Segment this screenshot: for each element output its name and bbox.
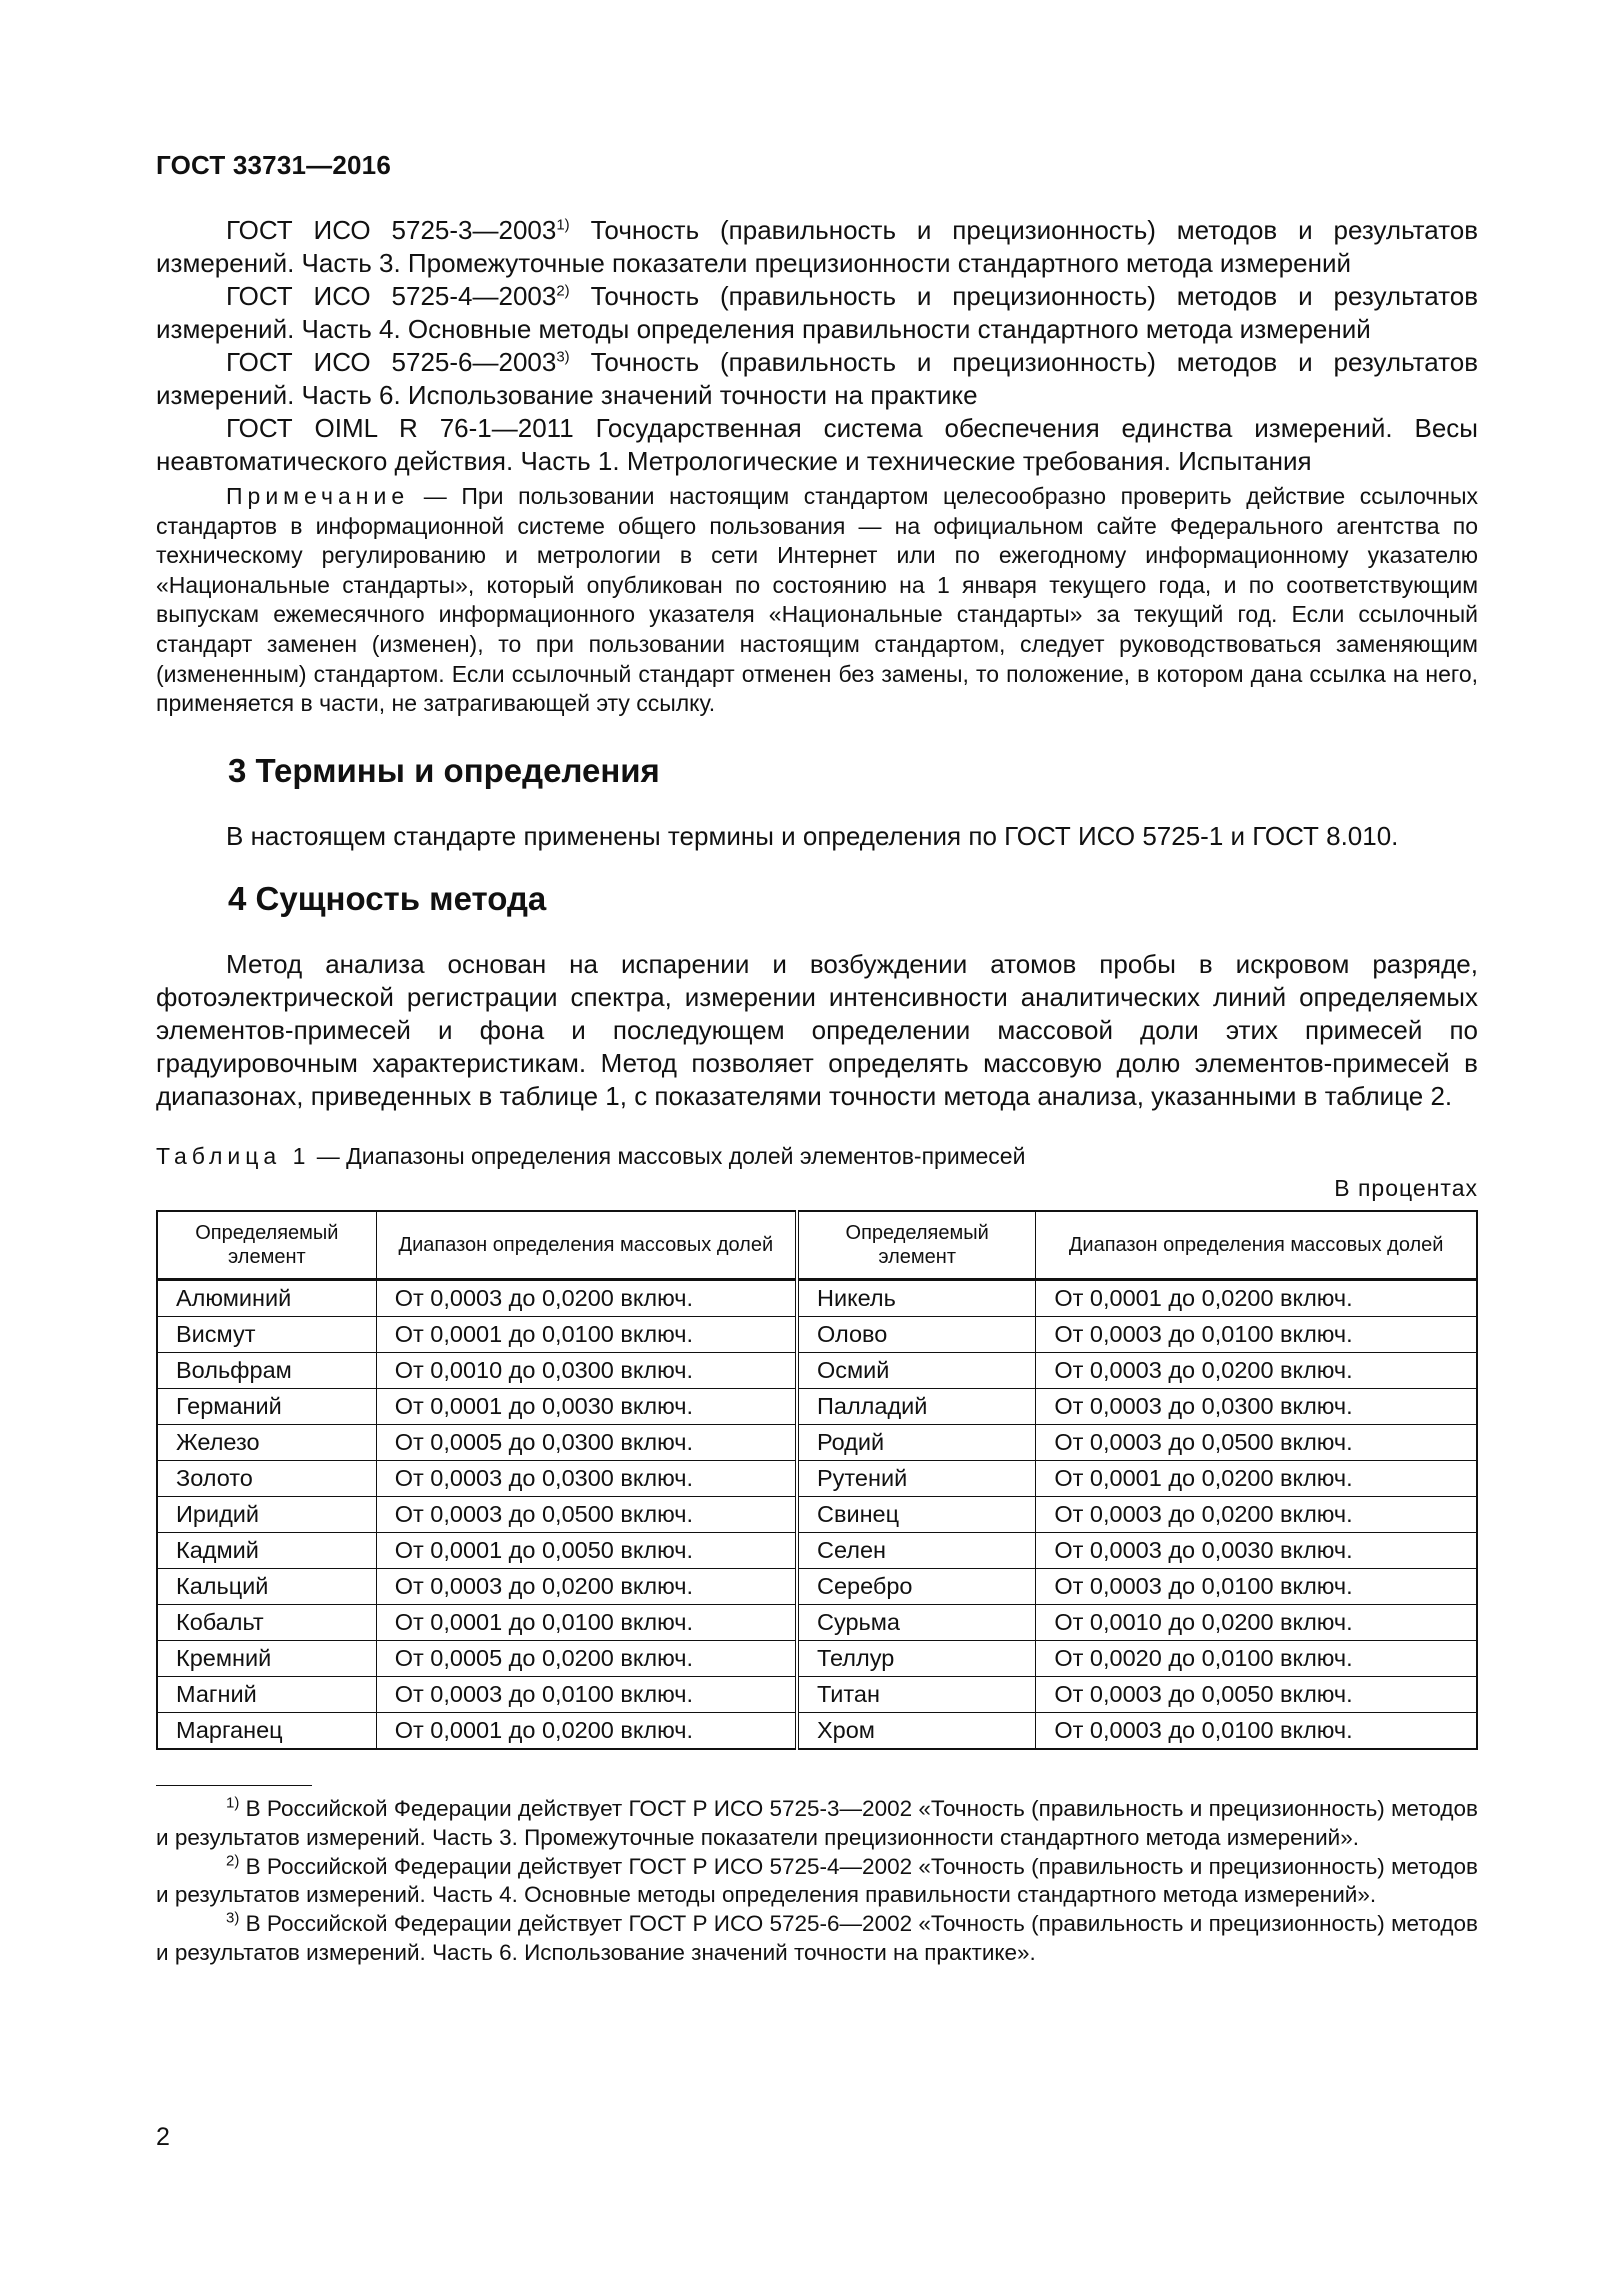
cell-element: Свинец <box>797 1497 1036 1533</box>
cell-element: Родий <box>797 1425 1036 1461</box>
table-row <box>157 1425 1477 1461</box>
cell-range: От 0,0020 до 0,0100 включ. <box>1036 1641 1477 1677</box>
table-row <box>157 1677 1477 1713</box>
table-1-unit: В процентах <box>1334 1175 1478 1201</box>
cell-element: Титан <box>797 1677 1036 1713</box>
cell-range: От 0,0003 до 0,0100 включ. <box>376 1677 797 1713</box>
cell-range: От 0,0003 до 0,0200 включ. <box>376 1280 797 1317</box>
cell-element: Серебро <box>797 1569 1036 1605</box>
section-3-text: В настоящем стандарте применены термины и определения по ГОСТ ИСО 5725-1 и ГОСТ 8.010. <box>226 821 1399 851</box>
cell-range: От 0,0001 до 0,0050 включ. <box>376 1533 797 1569</box>
cell-element: Висмут <box>157 1317 376 1353</box>
cell-range: От 0,0001 до 0,0030 включ. <box>376 1389 797 1425</box>
cell-range: От 0,0003 до 0,0200 включ. <box>1036 1497 1477 1533</box>
note-text: — При пользовании настоящим стандартом целесообразно проверить действие ссылочных стандартов в информационной системе общего пользования — на официальном сайте Федерального агентства по техническому регулированию и метрологии в сети Интернет или по ежегодному информационному указателю «Национальные стандарты», который опубликован по состоянию на 1 января текущего года, и по соответствующим выпускам ежемесячного информационного указателя «Национальные стандарты» за текущий год. Если ссылочный стандарт заменен (изменен), то при пользовании настоящим стандартом, следует руководствоваться заменяющим (измененным) стандартом. Если ссылочный стандарт отменен без замены, то положение, в котором дана ссылка на него, применяется в части, не затрагивающей эту ссылку. <box>156 483 1478 717</box>
normative-references <box>156 214 1478 478</box>
footnote-text: В Российской Федерации действует ГОСТ Р ИСО 5725-6—2002 «Точность (правильность и прецизионность) методов и результатов измерений. Часть 6. Использование значений точности на практике». <box>156 1911 1478 1965</box>
table-row <box>157 1533 1477 1569</box>
table-row <box>157 1280 1477 1317</box>
cell-element: Кобальт <box>157 1605 376 1641</box>
cell-element: Хром <box>797 1713 1036 1750</box>
footnote-mark: 2) <box>226 1852 240 1870</box>
reference-code: ГОСТ ИСО 5725-3—2003 <box>226 215 557 245</box>
cell-range: От 0,0003 до 0,0030 включ. <box>1036 1533 1477 1569</box>
cell-element: Магний <box>157 1677 376 1713</box>
cell-range: От 0,0010 до 0,0300 включ. <box>376 1353 797 1389</box>
note-label: Примечание <box>226 483 410 509</box>
reference-item <box>156 346 1478 412</box>
table-row <box>157 1713 1477 1750</box>
reference-item <box>156 214 1478 280</box>
table-row <box>157 1461 1477 1497</box>
cell-element: Сурьма <box>797 1605 1036 1641</box>
cell-range: От 0,0010 до 0,0200 включ. <box>1036 1605 1477 1641</box>
table-row <box>157 1353 1477 1389</box>
cell-element: Золото <box>157 1461 376 1497</box>
table-row <box>157 1605 1477 1641</box>
column-header-range: Диапазон определения массовых долей <box>376 1211 797 1280</box>
reference-item <box>156 412 1478 478</box>
cell-element: Осмий <box>797 1353 1036 1389</box>
reference-code: ГОСТ ИСО 5725-4—2003 <box>226 281 557 311</box>
footnote-item <box>156 1795 1478 1853</box>
reference-text: Точность (правильность и прецизионность) методов и результатов измерений. Часть 6. Использование значений точности на практике <box>156 347 1479 410</box>
cell-element: Кремний <box>157 1641 376 1677</box>
table-body <box>157 1280 1477 1750</box>
table-1-caption <box>156 1143 1025 1170</box>
document-header: ГОСТ 33731—2016 <box>156 150 391 180</box>
cell-range: От 0,0003 до 0,0300 включ. <box>376 1461 797 1497</box>
table-1-caption-text: — Диапазоны определения массовых долей элементов-примесей <box>310 1143 1026 1169</box>
table-row <box>157 1389 1477 1425</box>
table-header-row <box>157 1211 1477 1280</box>
cell-range: От 0,0003 до 0,0300 включ. <box>1036 1389 1477 1425</box>
reference-code: ГОСТ OIML R 76-1—2011 <box>226 413 574 443</box>
cell-range: От 0,0001 до 0,0200 включ. <box>1036 1461 1477 1497</box>
reference-text: Точность (правильность и прецизионность) методов и результатов измерений. Часть 3. Промежуточные показатели прецизионности стандартного метода измерений <box>156 215 1479 278</box>
column-header-range: Диапазон определения массовых долей <box>1036 1211 1477 1280</box>
cell-range: От 0,0001 до 0,0200 включ. <box>376 1713 797 1750</box>
footnote-text: В Российской Федерации действует ГОСТ Р ИСО 5725-3—2002 «Точность (правильность и прецизионность) методов и результатов измерений. Часть 3. Промежуточные показатели прецизионности стандартного метода измерений». <box>156 1796 1478 1850</box>
cell-element: Теллур <box>797 1641 1036 1677</box>
cell-range: От 0,0003 до 0,0500 включ. <box>376 1497 797 1533</box>
table-row <box>157 1317 1477 1353</box>
column-header-element: Определяемый элемент <box>157 1211 376 1280</box>
cell-element: Палладий <box>797 1389 1036 1425</box>
cell-element: Никель <box>797 1280 1036 1317</box>
cell-element: Германий <box>157 1389 376 1425</box>
cell-element: Алюминий <box>157 1280 376 1317</box>
footnote-text: В Российской Федерации действует ГОСТ Р ИСО 5725-4—2002 «Точность (правильность и прецизионность) методов и результатов измерений. Часть 4. Основные методы определения правильности стандартного метода измерений». <box>156 1853 1478 1908</box>
table-row <box>157 1497 1477 1533</box>
footnote-divider <box>156 1785 312 1786</box>
reference-text: Точность (правильность и прецизионность) методов и результатов измерений. Часть 4. Основные методы определения правильности стандартного метода измерений <box>156 281 1479 344</box>
reference-text: Государственная система обеспечения единства измерений. Весы неавтоматического действия. Часть 1. Метрологические и технические требования. Испытания <box>156 413 1478 476</box>
cell-range: От 0,0001 до 0,0200 включ. <box>1036 1280 1477 1317</box>
cell-element: Иридий <box>157 1497 376 1533</box>
cell-element: Селен <box>797 1533 1036 1569</box>
table-1-caption-label: Таблица 1 <box>156 1143 311 1169</box>
section-4-text: Метод анализа основан на испарении и возбуждении атомов пробы в искровом разряде, фотоэлектрической регистрации спектра, измерении интенсивности аналитических линий определяемых элементов-примесей и фона и последующем определении массовой доли этих примесей по градуировочным характеристикам. Метод позволяет определять массовую долю элементов-примесей в диапазонах, приведенных в таблице 1, с показателями точности метода анализа, указанными в таблице 2. <box>156 949 1478 1111</box>
cell-element: Рутений <box>797 1461 1036 1497</box>
reference-code: ГОСТ ИСО 5725-6—2003 <box>226 347 557 377</box>
cell-element: Вольфрам <box>157 1353 376 1389</box>
table-1 <box>156 1210 1478 1750</box>
table-row <box>157 1641 1477 1677</box>
cell-element: Кадмий <box>157 1533 376 1569</box>
cell-range: От 0,0001 до 0,0100 включ. <box>376 1605 797 1641</box>
footnote-mark: 3) <box>226 1909 240 1927</box>
table-row <box>157 1569 1477 1605</box>
footnote-mark: 3) <box>556 348 570 366</box>
note-block <box>156 482 1478 719</box>
column-header-element: Определяемый элемент <box>797 1211 1036 1280</box>
cell-element: Марганец <box>157 1713 376 1750</box>
cell-range: От 0,0003 до 0,0100 включ. <box>1036 1569 1477 1605</box>
cell-range: От 0,0003 до 0,0100 включ. <box>1036 1713 1477 1750</box>
section-3-title: 3 Термины и определения <box>228 752 660 789</box>
footnote-mark: 1) <box>226 1794 240 1812</box>
cell-range: От 0,0003 до 0,0200 включ. <box>376 1569 797 1605</box>
cell-element: Железо <box>157 1425 376 1461</box>
cell-range: От 0,0005 до 0,0200 включ. <box>376 1641 797 1677</box>
cell-element: Олово <box>797 1317 1036 1353</box>
cell-range: От 0,0001 до 0,0100 включ. <box>376 1317 797 1353</box>
footnote-item <box>156 1853 1478 1911</box>
cell-range: От 0,0003 до 0,0100 включ. <box>1036 1317 1477 1353</box>
cell-range: От 0,0005 до 0,0300 включ. <box>376 1425 797 1461</box>
page-number: 2 <box>156 2123 170 2151</box>
cell-element: Кальций <box>157 1569 376 1605</box>
cell-range: От 0,0003 до 0,0200 включ. <box>1036 1353 1477 1389</box>
cell-range: От 0,0003 до 0,0050 включ. <box>1036 1677 1477 1713</box>
footnote-item <box>156 1910 1478 1968</box>
footnotes <box>156 1795 1478 1968</box>
footnote-mark: 1) <box>556 216 570 234</box>
section-4-title: 4 Сущность метода <box>228 880 547 917</box>
reference-item <box>156 280 1478 346</box>
footnote-mark: 2) <box>556 282 570 300</box>
cell-range: От 0,0003 до 0,0500 включ. <box>1036 1425 1477 1461</box>
